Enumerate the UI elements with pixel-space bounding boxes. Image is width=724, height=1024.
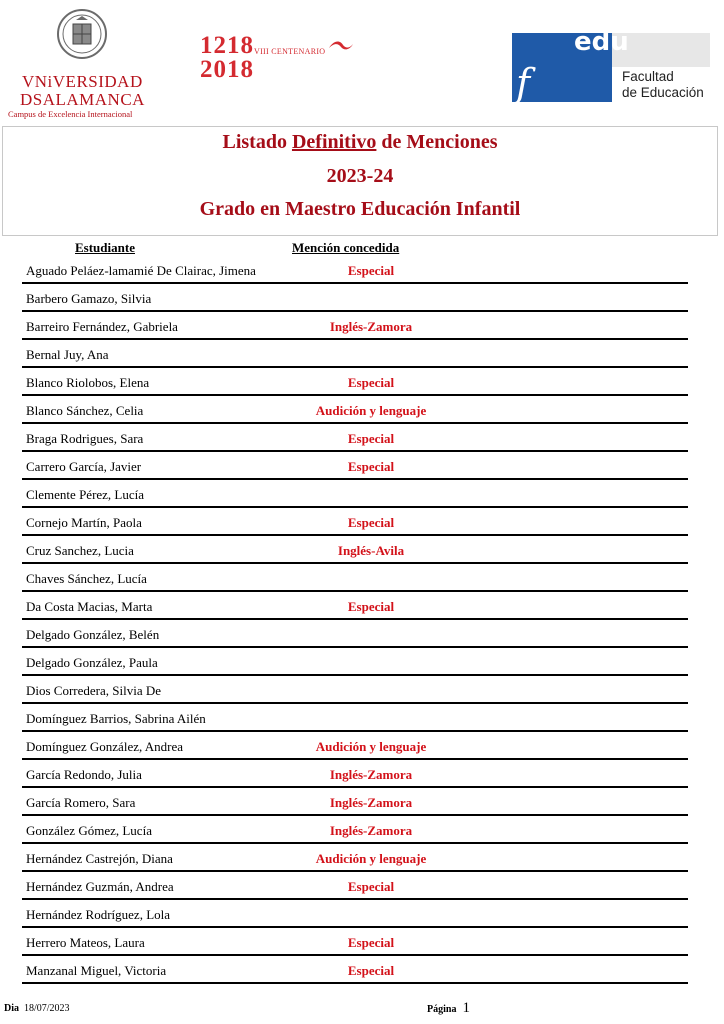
column-header-mention: Mención concedida [292,240,400,255]
table-row [0,956,724,984]
student-name: Bernal Juy, Ana [26,347,109,362]
table-row [0,368,724,396]
student-name: Da Costa Macias, Marta [26,599,153,614]
student-name: Delgado González, Paula [26,655,158,670]
student-list [0,256,724,984]
table-row [0,452,724,480]
table-row [0,844,724,872]
university-name-line1: VNiVERSIDAD [22,72,143,91]
mention-granted: Inglés-Zamora [329,319,413,334]
table-row [0,928,724,956]
student-name: Hernández Guzmán, Andrea [26,879,174,894]
mention-granted: Especial [347,515,395,530]
university-logo [8,8,158,119]
mention-granted: Inglés-Avila [337,543,405,558]
table-row [0,732,724,760]
mention-granted: Especial [347,431,395,446]
mention-granted: Especial [347,263,395,278]
mention-granted: Inglés-Zamora [329,767,413,782]
centenario-swoosh-icon [328,38,354,52]
student-name: Hernández Rodríguez, Lola [26,907,171,922]
centenario-year-top: 1218 [200,32,254,59]
table-row [0,480,724,508]
table-row [0,760,724,788]
table-row [0,396,724,424]
faculty-name-line2: de Educación [622,85,704,100]
student-name: Carrero García, Javier [26,459,142,474]
row-divider [22,982,688,984]
table-row [0,676,724,704]
mention-granted: Inglés-Zamora [329,823,413,838]
student-name: Barbero Gamazo, Silvia [26,291,152,306]
mention-granted: Especial [347,375,395,390]
student-name: Braga Rodrigues, Sara [26,431,144,446]
table-row [0,536,724,564]
table-row [0,340,724,368]
footer-date: Dia 18/07/2023 [4,1003,70,1014]
student-name: Hernández Castrejón, Diana [26,851,173,866]
centenario-year-bottom: 2018 [200,56,254,83]
table-row [0,900,724,928]
student-name: García Romero, Sara [26,795,136,810]
table-row [0,620,724,648]
page-number: 1 [462,1000,470,1016]
student-name: Domínguez Barrios, Sabrina Ailén [26,711,206,726]
student-name: Barreiro Fernández, Gabriela [26,319,178,334]
table-row [0,816,724,844]
table-row [0,704,724,732]
table-row [0,648,724,676]
student-name: Cornejo Martín, Paola [26,515,142,530]
faculty-logo-word: edu [574,27,629,57]
centenario-logo [200,32,360,82]
centenario-label: VIII CENTENARIO [254,47,326,56]
table-row [0,788,724,816]
student-name: Domínguez González, Andrea [26,739,184,754]
footer-date-value: 18/07/2023 [24,1003,70,1014]
table-row [0,256,724,284]
table-row [0,872,724,900]
student-name: Cruz Sanchez, Lucia [26,543,134,558]
mention-granted: Especial [347,935,395,950]
faculty-logo-letter: f [516,61,531,105]
mention-granted: Especial [347,879,395,894]
university-tagline: Campus de Excelencia Internacional [8,109,133,119]
table-row [0,592,724,620]
student-name: Clemente Pérez, Lucía [26,487,145,502]
mention-granted: Especial [347,963,395,978]
title-box [2,126,718,236]
mention-granted: Especial [347,459,395,474]
mention-granted: Audición y lenguaje [315,851,427,866]
student-name: González Gómez, Lucía [26,823,152,838]
degree-name: Grado en Maestro Educación Infantil [199,198,521,220]
mention-granted: Inglés-Zamora [329,795,413,810]
student-name: Dios Corredera, Silvia De [26,683,162,698]
student-name: Blanco Sánchez, Celia [26,403,144,418]
student-name: Aguado Peláez-lamamié De Clairac, Jimena [26,263,256,278]
mention-granted: Especial [347,599,395,614]
faculty-logo [512,27,710,105]
document-title: Listado Definitivo de Menciones [222,131,498,153]
student-name: Blanco Riolobos, Elena [26,375,150,390]
footer-page: Página 1 [427,1000,470,1016]
table-row [0,284,724,312]
student-name: García Redondo, Julia [26,767,142,782]
student-name: Herrero Mateos, Laura [26,935,145,950]
mention-granted: Audición y lenguaje [315,739,427,754]
column-header-student: Estudiante [75,240,135,255]
student-name: Chaves Sánchez, Lucía [26,571,147,586]
university-name-line2: DSALAMANCA [20,90,145,109]
table-row [0,564,724,592]
table-row [0,312,724,340]
academic-year: 2023-24 [326,165,394,187]
student-name: Delgado González, Belén [26,627,160,642]
title-underlined-word: Definitivo [291,131,377,153]
university-seal-icon [56,8,108,60]
table-row [0,424,724,452]
faculty-name-line1: Facultad [622,69,674,84]
mention-granted: Audición y lenguaje [315,403,427,418]
student-name: Manzanal Miguel, Victoria [26,963,167,978]
table-row [0,508,724,536]
